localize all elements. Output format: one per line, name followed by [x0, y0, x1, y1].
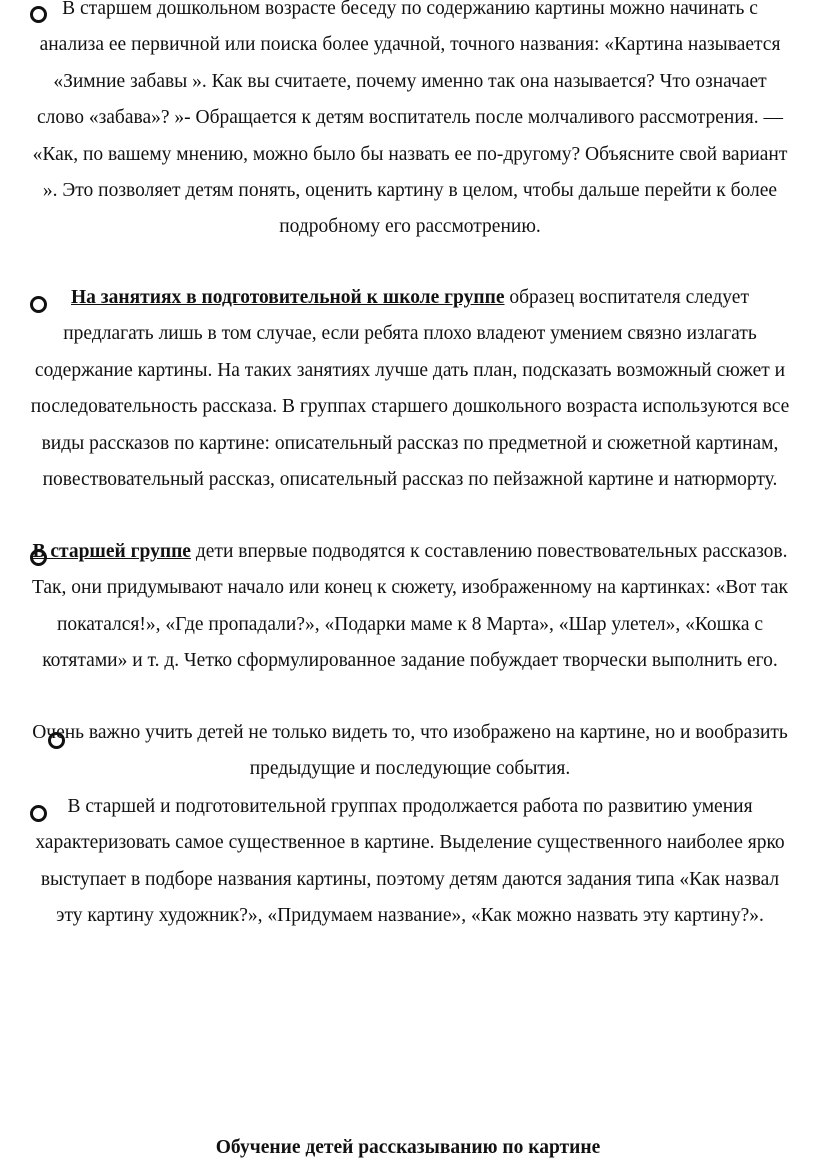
- paragraph-3-lead: В старшей группе: [32, 541, 191, 562]
- paragraph-4: [30, 715, 790, 788]
- paragraph-3: [30, 534, 790, 680]
- paragraph-1-text: В старшем дошкольном возрасте беседу по содержанию картины можно начинать с анализа ее первичной или поиска более удачной, точного названия: «Картина называется «Зимние забавы ». Как вы считаете, почему именно так она называется? Что означает слово «забава»? »- Обращается к детям воспитатель после молчаливого рассмотрения. — «Как, по вашему мнению, можно было бы назвать ее по-другому? Объясните свой вариант ». Это позволяет детям понять, оценить картину в целом, чтобы дальше перейти к более подробному его рассмотрению.: [32, 0, 788, 238]
- paragraph-1: [30, 0, 790, 246]
- paragraph-2-lead: На занятиях в подготовительной к школе группе: [71, 287, 505, 308]
- paragraph-2-text: образец воспитателя следует предлагать лишь в том случае, если ребята плохо владеют умением связно излагать содержание картины. На таких занятиях лучше дать план, подсказать возможный сюжет и последовательность рассказа. В группах старшего дошкольного возраста используются все виды рассказов по картине: описательный рассказ по предметной и сюжетной картинам, повествовательный рассказ, описательный рассказ по пейзажной картине и натюрморту.: [30, 287, 790, 491]
- paragraph-2: [30, 280, 790, 498]
- paragraph-5-text: В старшей и подготовительной группах продолжается работа по развитию умения характеризовать самое существенное в картине. Выделение существенного наиболее ярко выступает в подборе названия картины, поэтому детям даются задания типа «Как назвал эту картину художник?», «Придумаем название», «Как можно назвать эту картину?».: [35, 796, 785, 927]
- paragraph-3-text: дети впервые подводятся к составлению повествовательных рассказов. Так, они придумывают начало или конец к сюжету, изображенному на картинках: «Вот так покатался!», «Где пропадали?», «Подарки маме к 8 Марта», «Шар улетел», «Кошка с котятами» и т. д. Четко сформулированное задание побуждает творчески выполнить его.: [31, 541, 789, 672]
- section-title: Обучение детей рассказыванию по картине: [215, 1137, 601, 1158]
- paragraph-4-text: Очень важно учить детей не только видеть то, что изображено на картине, но и вообразить предыдущие и последующие события.: [32, 722, 788, 780]
- paragraph-5: [30, 789, 790, 935]
